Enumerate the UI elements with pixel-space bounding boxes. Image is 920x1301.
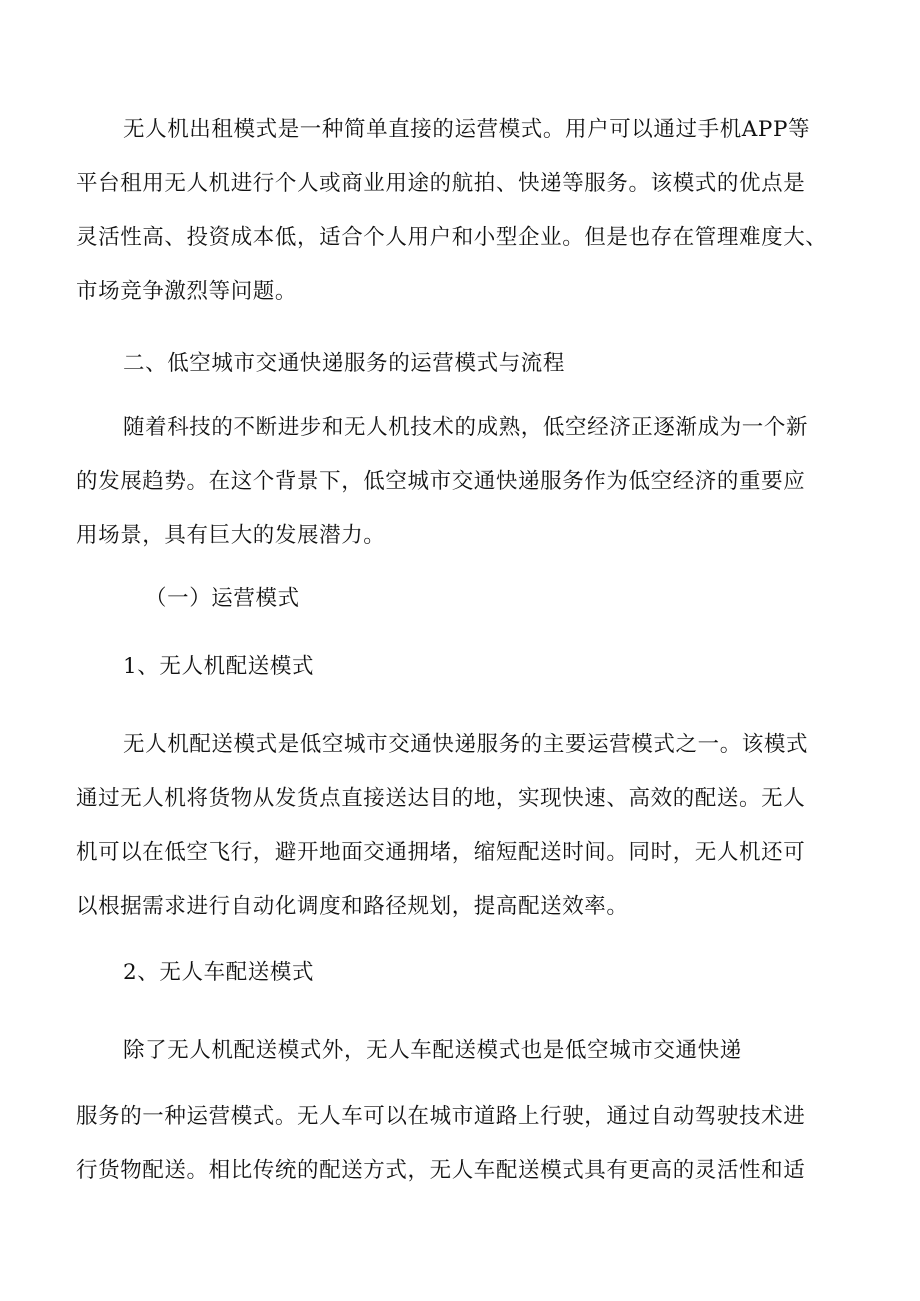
paragraph-4-line-2: 服务的一种运营模式。无人车可以在城市道路上行驶，通过自动驾驶技术进 [76,1104,806,1129]
paragraph-2-line-1: 随着科技的不断进步和无人机技术的成熟，低空经济正逐渐成为一个新 [123,415,809,440]
section-heading: 二、低空城市交通快递服务的运营模式与流程 [123,351,566,376]
item-2-heading: 2、无人车配送模式 [123,960,315,985]
paragraph-1-line-4: 市场竞争激烈等问题。 [76,279,298,304]
paragraph-2-line-3: 用场景，具有巨大的发展潜力。 [76,523,386,548]
paragraph-2-line-2: 的发展趋势。在这个背景下，低空城市交通快递服务作为低空经济的重要应 [76,469,806,494]
paragraph-4-line-3: 行货物配送。相比传统的配送方式，无人车配送模式具有更高的灵活性和适 [76,1158,806,1183]
paragraph-1-line-2: 平台租用无人机进行个人或商业用途的航拍、快递等服务。该模式的优点是 [76,171,806,196]
subsection-heading: （一）运营模式 [145,586,300,611]
item-1-heading: 1、无人机配送模式 [123,654,315,679]
paragraph-4-line-1: 除了无人机配送模式外，无人车配送模式也是低空城市交通快递 [123,1038,742,1063]
paragraph-3-line-3: 机可以在低空飞行，避开地面交通拥堵，缩短配送时间。同时，无人机还可 [76,840,806,865]
paragraph-1-line-1: 无人机出租模式是一种简单直接的运营模式。用户可以通过手机APP等 [123,117,811,142]
paragraph-3-line-2: 通过无人机将货物从发货点直接送达目的地，实现快速、高效的配送。无人 [76,786,806,811]
paragraph-3-line-1: 无人机配送模式是低空城市交通快递服务的主要运营模式之一。该模式 [123,732,809,757]
paragraph-1-line-3: 灵活性高、投资成本低，适合个人用户和小型企业。但是也存在管理难度大、 [76,225,828,250]
paragraph-3-line-4: 以根据需求进行自动化调度和路径规划，提高配送效率。 [76,894,629,919]
